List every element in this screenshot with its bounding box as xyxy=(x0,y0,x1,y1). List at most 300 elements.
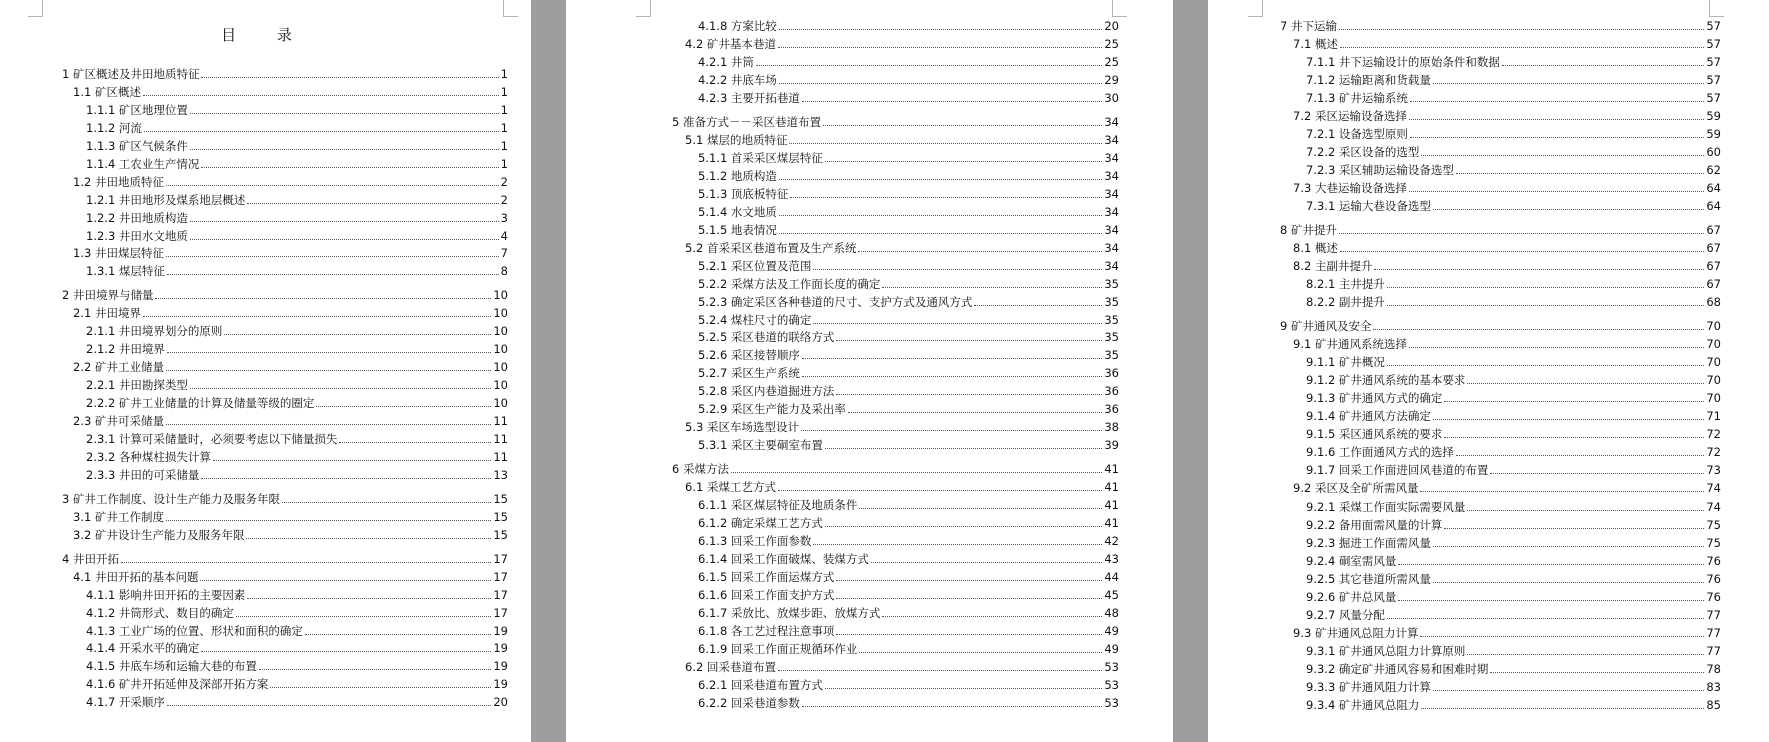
toc-dot-leader xyxy=(246,538,491,539)
toc-entry[interactable] xyxy=(86,211,508,225)
toc-dot-leader xyxy=(823,125,1102,126)
toc-entry[interactable] xyxy=(1306,644,1721,658)
toc-entry[interactable] xyxy=(698,624,1119,638)
toc-entry[interactable] xyxy=(1293,181,1721,195)
toc-entry[interactable] xyxy=(86,193,508,207)
toc-entry-label: 5.2.1 采区位置及范围 xyxy=(698,259,812,273)
toc-dot-leader xyxy=(1409,119,1704,120)
toc-entry-label: 9.2.2 备用面需风量的计算 xyxy=(1306,518,1443,532)
toc-entry[interactable] xyxy=(1306,391,1721,405)
toc-entry[interactable] xyxy=(73,85,508,99)
toc-dot-leader xyxy=(756,65,1102,66)
toc-page-number: 2 xyxy=(500,175,508,189)
toc-page-number: 43 xyxy=(1104,552,1119,566)
toc-entry[interactable] xyxy=(86,324,508,338)
toc-entry[interactable] xyxy=(1306,55,1721,69)
toc-entry[interactable] xyxy=(1293,259,1721,273)
toc-entry[interactable] xyxy=(86,396,508,410)
toc-dot-leader xyxy=(1433,546,1704,547)
toc-page-number: 10 xyxy=(493,306,508,320)
toc-dot-leader xyxy=(825,161,1102,162)
toc-page-number: 45 xyxy=(1104,588,1119,602)
toc-entry[interactable] xyxy=(1306,199,1721,213)
toc-dot-leader xyxy=(802,376,1102,377)
toc-entry[interactable] xyxy=(1306,590,1721,604)
toc-entry[interactable] xyxy=(86,606,508,620)
toc-page-number: 70 xyxy=(1706,319,1721,333)
toc-entry-label: 7.2.1 设备选型原则 xyxy=(1306,127,1408,141)
toc-entry[interactable] xyxy=(86,641,508,655)
toc-entry[interactable] xyxy=(86,342,508,356)
toc-entry-label: 4.2 矿井基本巷道 xyxy=(685,37,776,51)
toc-page-number: 17 xyxy=(493,606,508,620)
toc-entry[interactable] xyxy=(86,695,508,709)
toc-entry[interactable] xyxy=(1306,698,1721,712)
toc-dot-leader xyxy=(836,394,1102,395)
toc-dot-leader xyxy=(201,478,491,479)
toc-entry[interactable] xyxy=(698,678,1119,692)
toc-dot-leader xyxy=(143,95,499,96)
toc-entry-label: 4.1.2 井筒形式、数目的确定 xyxy=(86,606,234,620)
toc-entry[interactable] xyxy=(672,462,1119,476)
toc-dot-leader xyxy=(1387,618,1704,619)
toc-entry[interactable] xyxy=(86,264,508,278)
toc-entry[interactable] xyxy=(73,570,508,584)
toc-dot-leader xyxy=(190,221,499,222)
toc-entry[interactable] xyxy=(86,468,508,482)
crop-mark xyxy=(503,0,518,17)
toc-dot-leader xyxy=(144,131,499,132)
toc-entry-label: 9.1.2 矿井通风系统的基本要求 xyxy=(1306,373,1466,387)
toc-entry[interactable] xyxy=(698,223,1119,237)
toc-entry-label: 5.1.4 水文地质 xyxy=(698,205,777,219)
toc-dot-leader xyxy=(802,706,1102,707)
toc-dot-leader xyxy=(1398,600,1704,601)
toc-entry[interactable] xyxy=(1306,127,1721,141)
toc-entry-label: 5 准备方式－－采区巷道布置 xyxy=(672,115,821,129)
toc-dot-leader xyxy=(1374,269,1704,270)
toc-dot-leader xyxy=(1387,305,1704,306)
toc-entry-label: 5.2 首采采区巷道布置及生产系统 xyxy=(685,241,857,255)
toc-entry[interactable] xyxy=(685,241,1119,255)
toc-entry-label: 5.1.3 顶底板特征 xyxy=(698,187,789,201)
toc-page-number: 41 xyxy=(1104,516,1119,530)
toc-page-number: 25 xyxy=(1104,55,1119,69)
toc-dot-leader xyxy=(1467,510,1704,511)
toc-entry[interactable] xyxy=(1306,277,1721,291)
toc-dot-leader xyxy=(167,274,499,275)
toc-dot-leader xyxy=(882,287,1102,288)
toc-dot-leader xyxy=(813,323,1102,324)
toc-entry[interactable] xyxy=(1293,626,1721,640)
toc-entry[interactable] xyxy=(698,73,1119,87)
toc-dot-leader xyxy=(779,179,1102,180)
toc-page-number: 20 xyxy=(493,695,508,709)
toc-entry-label: 9.1.5 采区通风系统的要求 xyxy=(1306,427,1443,441)
toc-entry[interactable] xyxy=(73,360,508,374)
toc-dot-leader xyxy=(859,508,1102,509)
toc-entry-label: 9.2.6 矿井总风量 xyxy=(1306,590,1397,604)
toc-entry-label: 4.1.1 影响井田开拓的主要因素 xyxy=(86,588,246,602)
toc-dot-leader xyxy=(190,113,499,114)
toc-dot-leader xyxy=(779,233,1102,234)
toc-page-number: 13 xyxy=(493,468,508,482)
toc-entry[interactable] xyxy=(73,306,508,320)
toc-entry[interactable] xyxy=(62,67,508,81)
toc-dot-leader xyxy=(1340,251,1704,252)
toc-dot-leader xyxy=(825,448,1102,449)
toc-entry[interactable] xyxy=(73,510,508,524)
toc-entry[interactable] xyxy=(698,438,1119,452)
toc-dot-leader xyxy=(871,562,1102,563)
toc-entry[interactable] xyxy=(698,55,1119,69)
page-gap xyxy=(531,0,566,742)
toc-entry-label: 9.3.1 矿井通风总阻力计算原则 xyxy=(1306,644,1466,658)
toc-entry-label: 4 井田开拓 xyxy=(62,552,119,566)
toc-page-number: 10 xyxy=(493,378,508,392)
toc-page-number: 19 xyxy=(493,659,508,673)
toc-entry[interactable] xyxy=(672,115,1119,129)
toc-entry[interactable] xyxy=(1306,463,1721,477)
toc-entry[interactable] xyxy=(86,103,508,117)
toc-entry[interactable] xyxy=(698,552,1119,566)
toc-entry-label: 1.1.4 工农业生产情况 xyxy=(86,157,200,171)
toc-entry[interactable] xyxy=(1306,608,1721,622)
toc-entry[interactable] xyxy=(1280,223,1721,237)
toc-page-number: 15 xyxy=(493,492,508,506)
toc-entry[interactable] xyxy=(73,528,508,542)
toc-entry-label: 6.1.4 回采工作面破煤、装煤方式 xyxy=(698,552,869,566)
toc-entry-label: 6.2.1 回采巷道布置方式 xyxy=(698,678,823,692)
toc-dot-leader xyxy=(848,412,1102,413)
toc-entry[interactable] xyxy=(1280,319,1721,333)
toc-entry-label: 9.3 矿井通风总阻力计算 xyxy=(1293,626,1419,640)
toc-entry[interactable] xyxy=(1293,337,1721,351)
toc-page-number: 17 xyxy=(493,588,508,602)
toc-page-number: 60 xyxy=(1706,145,1721,159)
toc-entry[interactable] xyxy=(698,151,1119,165)
toc-entry[interactable] xyxy=(698,696,1119,710)
toc-entry-label: 2.1.2 井田境界 xyxy=(86,342,165,356)
toc-entry-label: 5.2.9 采区生产能力及采出率 xyxy=(698,402,846,416)
toc-entry-label: 7.1.2 运输距离和货载量 xyxy=(1306,73,1431,87)
toc-dot-leader xyxy=(1420,636,1704,637)
toc-page-number: 75 xyxy=(1706,536,1721,550)
toc-entry[interactable] xyxy=(698,313,1119,327)
toc-entry[interactable] xyxy=(1293,241,1721,255)
toc-dot-leader xyxy=(1373,329,1704,330)
toc-entry-label: 7.2.3 采区辅助运输设备选型 xyxy=(1306,163,1454,177)
toc-entry[interactable] xyxy=(1306,518,1721,532)
toc-page-number: 53 xyxy=(1104,678,1119,692)
toc-entry[interactable] xyxy=(86,139,508,153)
toc-entry-label: 4.1.5 井底车场和运输大巷的布置 xyxy=(86,659,257,673)
toc-page-number: 10 xyxy=(493,396,508,410)
toc-page-number: 48 xyxy=(1104,606,1119,620)
toc-page-number: 57 xyxy=(1706,73,1721,87)
toc-entry[interactable] xyxy=(698,570,1119,584)
toc-entry[interactable] xyxy=(1306,680,1721,694)
toc-page-number: 8 xyxy=(500,264,508,278)
toc-entry[interactable] xyxy=(1306,536,1721,550)
toc-page-number: 34 xyxy=(1104,169,1119,183)
toc-dot-leader xyxy=(167,705,491,706)
toc-dot-leader xyxy=(166,370,491,371)
toc-entry[interactable] xyxy=(86,378,508,392)
toc-entry[interactable] xyxy=(86,229,508,243)
toc-entry[interactable] xyxy=(1306,145,1721,159)
toc-page-number: 35 xyxy=(1104,348,1119,362)
toc-entry[interactable] xyxy=(1306,662,1721,676)
toc-page-number: 1 xyxy=(500,85,508,99)
toc-entry[interactable] xyxy=(86,677,508,691)
crop-mark xyxy=(636,0,651,17)
toc-entry[interactable] xyxy=(1306,445,1721,459)
toc-entry-label: 2.2 矿井工业储量 xyxy=(73,360,164,374)
toc-dot-leader xyxy=(1433,209,1704,210)
toc-entry-label: 6.1.3 回采工作面参数 xyxy=(698,534,812,548)
toc-page-number: 78 xyxy=(1706,662,1721,676)
toc-dot-leader xyxy=(305,634,491,635)
toc-entry[interactable] xyxy=(1306,163,1721,177)
toc-entry[interactable] xyxy=(1280,19,1721,33)
toc-entry[interactable] xyxy=(698,330,1119,344)
toc-entry[interactable] xyxy=(685,133,1119,147)
toc-entry[interactable] xyxy=(698,19,1119,33)
toc-page-number: 57 xyxy=(1706,91,1721,105)
toc-dot-leader xyxy=(779,83,1102,84)
toc-page-number: 62 xyxy=(1706,163,1721,177)
toc-entry-label: 1.2 井田地质特征 xyxy=(73,175,164,189)
toc-entry-label: 6.2 回采巷道布置 xyxy=(685,660,776,674)
toc-entry-label: 7.2 采区运输设备选择 xyxy=(1293,109,1407,123)
toc-page-number: 11 xyxy=(493,450,508,464)
toc-entry[interactable] xyxy=(1306,427,1721,441)
document-page-3 xyxy=(1208,0,1769,742)
toc-entry[interactable] xyxy=(1293,109,1721,123)
toc-page-number: 34 xyxy=(1104,241,1119,255)
toc-entry[interactable] xyxy=(1306,355,1721,369)
toc-entry[interactable] xyxy=(86,157,508,171)
toc-page-number: 76 xyxy=(1706,590,1721,604)
toc-page-number: 39 xyxy=(1104,438,1119,452)
toc-entry-label: 9.1.6 工作面通风方式的选择 xyxy=(1306,445,1454,459)
toc-dot-leader xyxy=(166,424,491,425)
toc-entry-label: 9.2 采区及全矿所需风量 xyxy=(1293,481,1419,495)
toc-entry[interactable] xyxy=(698,169,1119,183)
toc-page-number: 76 xyxy=(1706,572,1721,586)
toc-entry[interactable] xyxy=(698,187,1119,201)
toc-entry[interactable] xyxy=(86,624,508,638)
toc-dot-leader xyxy=(825,526,1102,527)
toc-page-number: 67 xyxy=(1706,277,1721,291)
toc-entry-label: 6.1.2 确定采煤工艺方式 xyxy=(698,516,823,530)
toc-dot-leader xyxy=(1467,383,1704,384)
toc-dot-leader xyxy=(155,298,491,299)
toc-entry[interactable] xyxy=(1306,572,1721,586)
toc-entry[interactable] xyxy=(698,277,1119,291)
toc-entry[interactable] xyxy=(86,432,508,446)
toc-entry-label: 4.1.3 工业广场的位置、形状和面积的确定 xyxy=(86,624,303,638)
toc-entry[interactable] xyxy=(685,480,1119,494)
toc-page-number: 77 xyxy=(1706,608,1721,622)
toc-page-number: 15 xyxy=(493,510,508,524)
toc-entry-label: 8.2 主副井提升 xyxy=(1293,259,1373,273)
toc-entry[interactable] xyxy=(698,348,1119,362)
toc-dot-leader xyxy=(779,215,1102,216)
toc-dot-leader xyxy=(813,544,1102,545)
toc-page-number: 74 xyxy=(1706,481,1721,495)
toc-page-number: 70 xyxy=(1706,355,1721,369)
toc-entry[interactable] xyxy=(698,384,1119,398)
toc-entry[interactable] xyxy=(698,642,1119,656)
toc-dot-leader xyxy=(213,460,491,461)
toc-entry[interactable] xyxy=(1293,37,1721,51)
toc-entry[interactable] xyxy=(698,498,1119,512)
toc-entry-label: 1.1.1 矿区地理位置 xyxy=(86,103,188,117)
toc-page-number: 41 xyxy=(1104,498,1119,512)
toc-page-number: 10 xyxy=(493,288,508,302)
toc-entry-label: 2.3.3 井田的可采储量 xyxy=(86,468,200,482)
toc-entry-label: 9.3.3 矿井通风阻力计算 xyxy=(1306,680,1431,694)
toc-page-number: 19 xyxy=(493,641,508,655)
toc-page-number: 19 xyxy=(493,677,508,691)
toc-dot-leader xyxy=(790,197,1102,198)
toc-dot-leader xyxy=(166,520,491,521)
toc-dot-leader xyxy=(801,430,1102,431)
toc-entry[interactable] xyxy=(698,205,1119,219)
toc-entry-label: 5.3.1 采区主要硐室布置 xyxy=(698,438,823,452)
toc-entry-label: 1.2.2 井田地质构造 xyxy=(86,211,188,225)
toc-entry[interactable] xyxy=(1293,481,1721,495)
toc-dot-leader xyxy=(201,651,491,652)
toc-entry-label: 6.1 采煤工艺方式 xyxy=(685,480,776,494)
toc-entry-label: 9.1.3 矿井通风方式的确定 xyxy=(1306,391,1443,405)
toc-dot-leader xyxy=(1444,401,1704,402)
toc-entry-label: 9.3.2 确定矿井通风容易和困难时期 xyxy=(1306,662,1489,676)
toc-entry-label: 5.1.5 地表情况 xyxy=(698,223,777,237)
toc-dot-leader xyxy=(1398,564,1704,565)
toc-page-number: 34 xyxy=(1104,259,1119,273)
toc-dot-leader xyxy=(1467,654,1704,655)
toc-entry[interactable] xyxy=(1306,91,1721,105)
toc-page-number: 10 xyxy=(493,324,508,338)
toc-dot-leader xyxy=(1502,65,1704,66)
toc-entry-label: 5.2.6 采区接替顺序 xyxy=(698,348,800,362)
toc-entry-label: 6.2.2 回采巷道参数 xyxy=(698,696,800,710)
toc-dot-leader xyxy=(1456,455,1704,456)
toc-entry-label: 8.1 概述 xyxy=(1293,241,1338,255)
toc-entry-label: 1 矿区概述及井田地质特征 xyxy=(62,67,200,81)
toc-entry-label: 4.1.4 开采水平的确定 xyxy=(86,641,200,655)
crop-mark xyxy=(1112,0,1127,17)
toc-page-number: 73 xyxy=(1706,463,1721,477)
toc-dot-leader xyxy=(236,616,491,617)
toc-entry[interactable] xyxy=(73,175,508,189)
toc-page-number: 34 xyxy=(1104,115,1119,129)
toc-page-number: 35 xyxy=(1104,330,1119,344)
toc-dot-leader xyxy=(1339,233,1704,234)
toc-entry[interactable] xyxy=(1306,554,1721,568)
toc-page-number: 2 xyxy=(500,193,508,207)
toc-entry-label: 4.2.3 主要开拓巷道 xyxy=(698,91,800,105)
toc-entry[interactable] xyxy=(86,121,508,135)
toc-entry[interactable] xyxy=(698,259,1119,273)
toc-dot-leader xyxy=(247,598,491,599)
toc-entry-label: 1.3 井田煤层特征 xyxy=(73,246,164,260)
toc-entry[interactable] xyxy=(62,492,508,506)
toc-entry[interactable] xyxy=(86,588,508,602)
toc-entry[interactable] xyxy=(698,516,1119,530)
toc-entry[interactable] xyxy=(698,606,1119,620)
toc-entry-label: 2.2.1 井田勘探类型 xyxy=(86,378,188,392)
toc-entry[interactable] xyxy=(73,246,508,260)
toc-entry-label: 5.2.8 采区内巷道掘进方法 xyxy=(698,384,835,398)
toc-entry[interactable] xyxy=(698,295,1119,309)
toc-entry[interactable] xyxy=(685,37,1119,51)
toc-page-number: 11 xyxy=(493,432,508,446)
toc-entry[interactable] xyxy=(62,288,508,302)
toc-page-number: 1 xyxy=(500,157,508,171)
toc-page-number: 85 xyxy=(1706,698,1721,712)
toc-entry[interactable] xyxy=(1306,500,1721,514)
toc-entry[interactable] xyxy=(698,402,1119,416)
toc-entry-label: 6.1.9 回采工作面正规循环作业 xyxy=(698,642,858,656)
toc-entry[interactable] xyxy=(685,660,1119,674)
toc-dot-leader xyxy=(836,598,1102,599)
toc-dot-leader xyxy=(836,634,1102,635)
toc-dot-leader xyxy=(836,580,1102,581)
toc-page-number: 71 xyxy=(1706,409,1721,423)
toc-entry[interactable] xyxy=(73,414,508,428)
toc-page-number: 1 xyxy=(500,121,508,135)
toc-entry-label: 9.2.1 采煤工作面实际需要风量 xyxy=(1306,500,1466,514)
toc-dot-leader xyxy=(1444,437,1704,438)
toc-dot-leader xyxy=(1410,137,1704,138)
toc-entry[interactable] xyxy=(698,588,1119,602)
toc-page-number: 25 xyxy=(1104,37,1119,51)
toc-entry[interactable] xyxy=(86,659,508,673)
toc-page-number: 75 xyxy=(1706,518,1721,532)
toc-entry[interactable] xyxy=(1306,295,1721,309)
toc-entry[interactable] xyxy=(62,552,508,566)
toc-entry[interactable] xyxy=(1306,409,1721,423)
toc-heading: 目 录 xyxy=(221,26,310,44)
toc-entry[interactable] xyxy=(1306,373,1721,387)
toc-dot-leader xyxy=(836,340,1102,341)
toc-page-number: 67 xyxy=(1706,259,1721,273)
toc-entry[interactable] xyxy=(685,420,1119,434)
toc-page-number: 34 xyxy=(1104,151,1119,165)
toc-dot-leader xyxy=(167,352,491,353)
toc-page-number: 1 xyxy=(500,139,508,153)
toc-page-number: 41 xyxy=(1104,480,1119,494)
toc-entry[interactable] xyxy=(698,534,1119,548)
toc-entry[interactable] xyxy=(86,450,508,464)
toc-entry-label: 8.2.1 主井提升 xyxy=(1306,277,1385,291)
toc-entry[interactable] xyxy=(698,91,1119,105)
toc-page-number: 74 xyxy=(1706,500,1721,514)
toc-page-number: 70 xyxy=(1706,373,1721,387)
toc-entry[interactable] xyxy=(1306,73,1721,87)
toc-entry-label: 6.1.6 回采工作面支护方式 xyxy=(698,588,835,602)
toc-entry[interactable] xyxy=(698,366,1119,380)
toc-page-number: 20 xyxy=(1104,19,1119,33)
toc-entry-label: 9.2.7 风量分配 xyxy=(1306,608,1385,622)
toc-entry-label: 9.3.4 矿井通风总阻力 xyxy=(1306,698,1420,712)
toc-page-number: 67 xyxy=(1706,223,1721,237)
toc-dot-leader xyxy=(731,472,1102,473)
